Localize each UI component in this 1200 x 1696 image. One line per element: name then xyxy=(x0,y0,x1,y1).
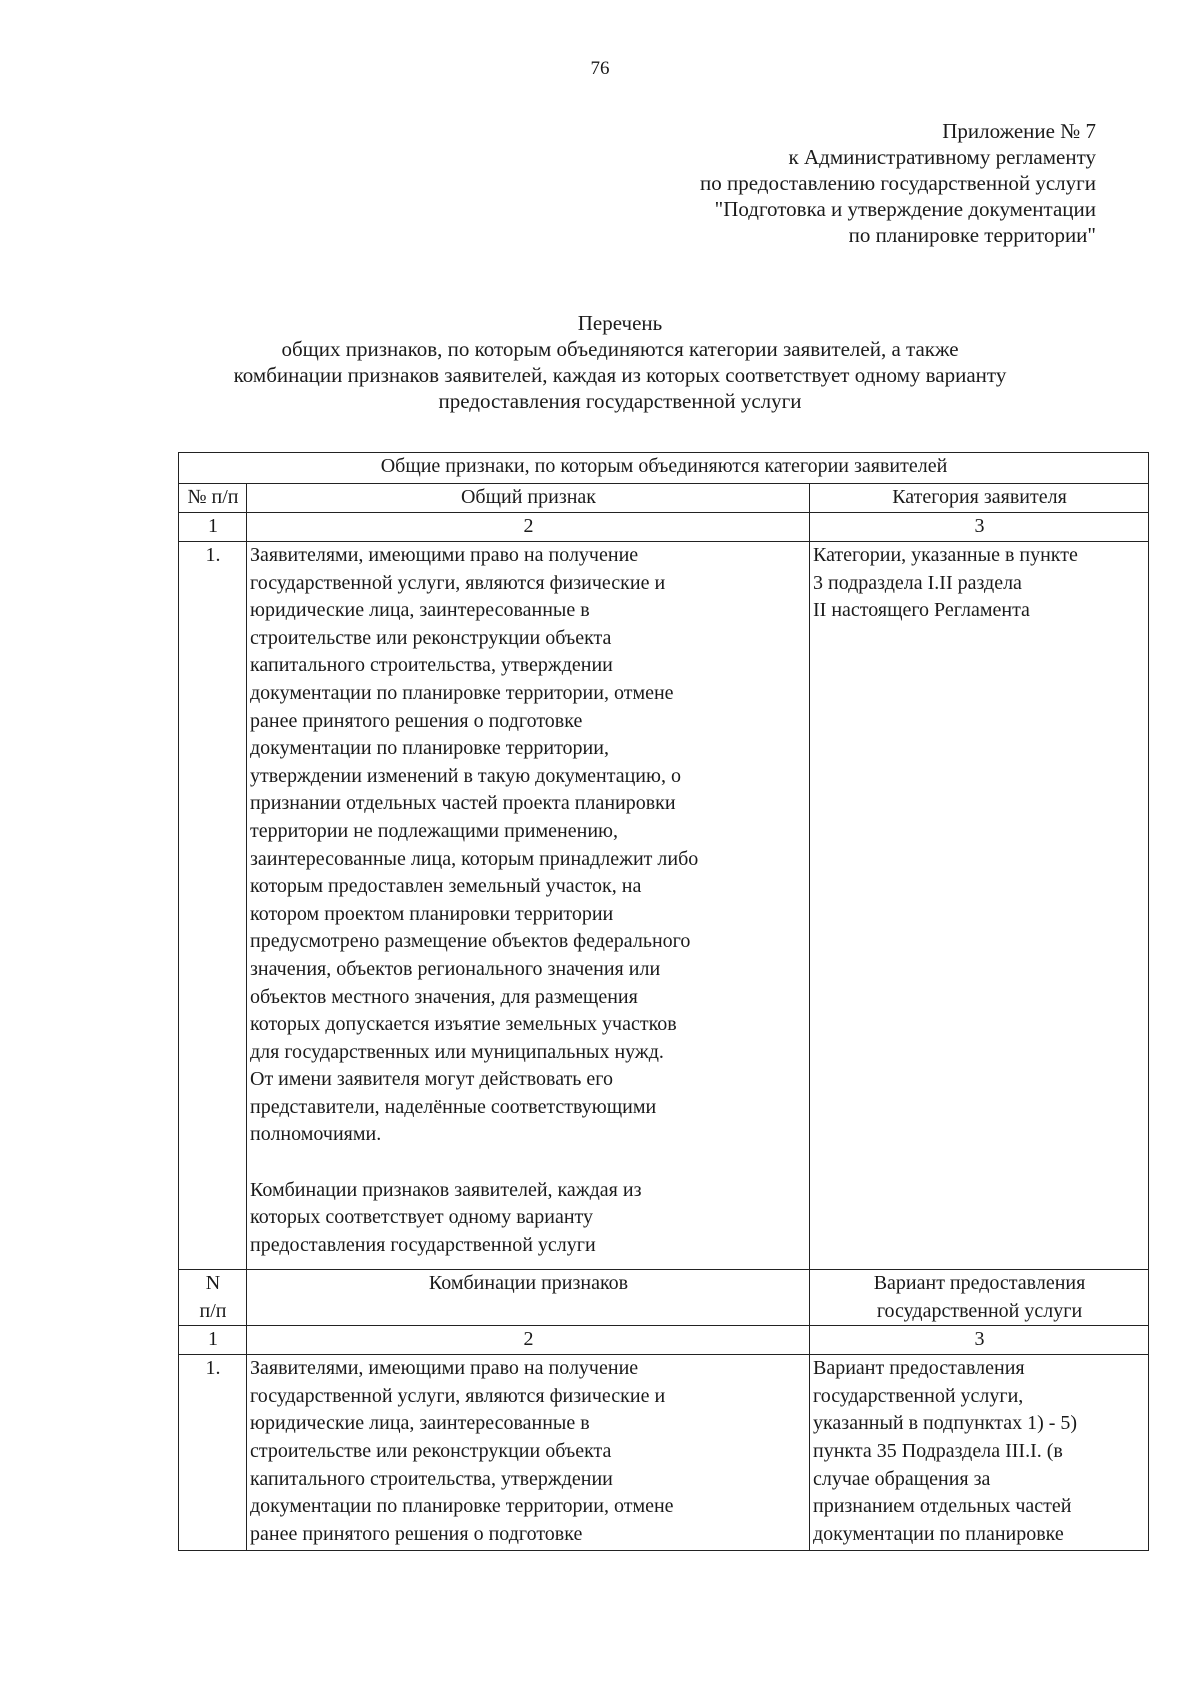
column-number: 1 xyxy=(179,513,247,542)
table1-header-row xyxy=(179,484,1149,513)
header-combination: Комбинации признаков xyxy=(247,1270,810,1326)
feature-text: Заявителями, имеющими право на получение государственной услуги, являются физические и юридические лица, заинтересованные в строительстве или реконструкции объекта капитального строительства, утверждении документации по планировке территории, отмене ранее принятого решения о подготовке документации по планировке территории, утверждении изменений в такую документацию, о признании отдельных частей проекта планировки территории не подлежащими применению, заинтересованные лица, которым принадлежит либо которым предоставлен земельный участок, на котором проектом планировки территории предусмотрено размещение объектов федерального значения, объектов регионального значения или объектов местного значения, для размещения которых допускается изъятие земельных участков для государственных или муниципальных нужд. От имени заявителя могут действовать его представители, наделённые соответствующими полномочиями. Комбинации признаков заявителей, каждая из которых соответствует одному варианту предоставления государственной услуги xyxy=(247,542,810,1270)
title-line: Перечень xyxy=(577,311,663,335)
appendix-line: Приложение № 7 xyxy=(942,119,1096,143)
table1-column-numbers xyxy=(179,513,1149,542)
column-number: 2 xyxy=(247,1326,810,1355)
appendix-line: к Административному регламенту xyxy=(788,145,1096,169)
header-number: N п/п xyxy=(179,1270,247,1326)
table1-title: Общие признаки, по которым объединяются категории заявителей xyxy=(179,453,1149,484)
page-number: 76 xyxy=(590,58,610,79)
appendix-line: по предоставлению государственной услуги xyxy=(700,171,1096,195)
table1-title-row xyxy=(179,453,1149,484)
row-number: 1. xyxy=(179,542,247,1270)
column-number: 3 xyxy=(810,513,1149,542)
row-number: 1. xyxy=(179,1355,247,1551)
table-row xyxy=(179,1355,1149,1551)
combination-text: Заявителями, имеющими право на получение государственной услуги, являются физические и юридические лица, заинтересованные в строительстве или реконструкции объекта капитального строительства, утверждении документации по планировке территории, отмене ранее принятого решения о подготовке xyxy=(247,1355,810,1551)
header-number: № п/п xyxy=(179,484,247,513)
header-category: Категория заявителя xyxy=(810,484,1149,513)
criteria-table xyxy=(178,452,1149,1551)
header-feature: Общий признак xyxy=(247,484,810,513)
variant-text: Вариант предоставления государственной услуги, указанный в подпунктах 1) - 5) пункта 35 Подраздела III.I. (в случае обращения за признанием отдельных частей документации по планировке xyxy=(810,1355,1149,1551)
appendix-line: по планировке территории" xyxy=(848,223,1096,247)
document-title xyxy=(150,310,1090,414)
column-number: 1 xyxy=(179,1326,247,1355)
category-text: Категории, указанные в пункте 3 подраздела I.II раздела II настоящего Регламента xyxy=(810,542,1149,1270)
table2-header-row xyxy=(179,1270,1149,1326)
column-number: 3 xyxy=(810,1326,1149,1355)
title-line: общих признаков, по которым объединяются категории заявителей, а также xyxy=(281,337,959,361)
column-number: 2 xyxy=(247,513,810,542)
title-line: комбинации признаков заявителей, каждая из которых соответствует одному варианту xyxy=(233,363,1007,387)
title-line: предоставления государственной услуги xyxy=(438,389,802,413)
appendix-header xyxy=(700,118,1096,248)
table2-column-numbers xyxy=(179,1326,1149,1355)
appendix-line: "Подготовка и утверждение документации xyxy=(714,197,1096,221)
table-row xyxy=(179,542,1149,1270)
header-variant: Вариант предоставления государственной услуги xyxy=(810,1270,1149,1326)
